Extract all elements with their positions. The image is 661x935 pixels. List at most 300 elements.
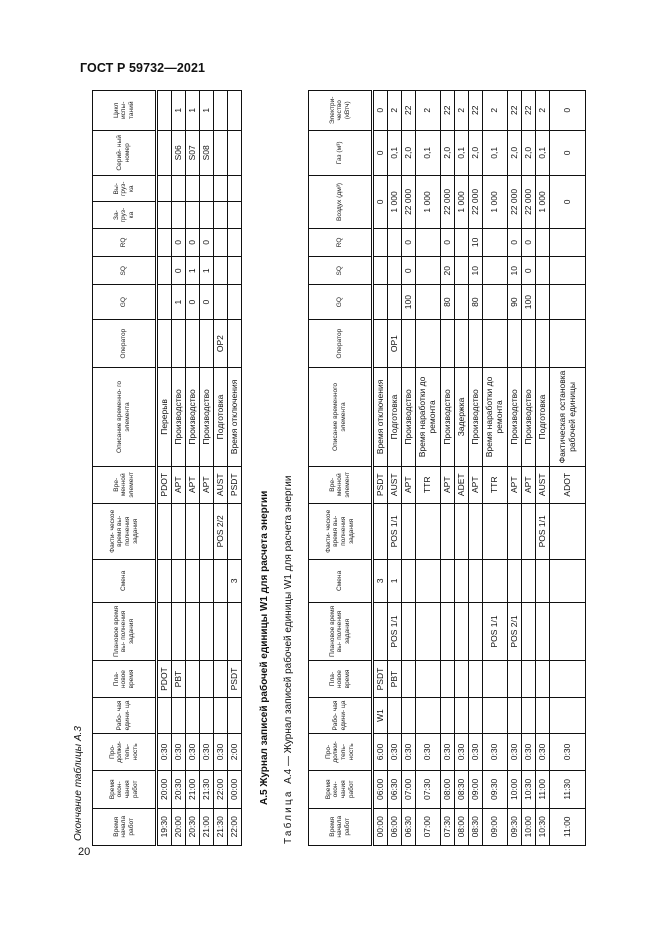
table-cell <box>455 559 469 603</box>
table-cell <box>508 503 522 559</box>
table-row <box>200 91 214 846</box>
table-cell: POS 1/1 <box>483 603 508 661</box>
table-cell <box>228 698 242 733</box>
table-cell: Производство <box>200 368 214 466</box>
table-cell <box>455 257 469 285</box>
col-header-time-element-description: Описание временного элемента <box>309 368 373 466</box>
table-cell <box>388 698 402 733</box>
table-cell: POS 1/1 <box>536 503 550 559</box>
table-cell: 19:30 <box>157 808 172 845</box>
table-cell: 22:00 <box>228 808 242 845</box>
table-cell: POS 1/1 <box>388 503 402 559</box>
table-cell <box>157 91 172 131</box>
table-cell: 0:30 <box>469 733 483 770</box>
table-cell <box>157 698 172 733</box>
table-row <box>416 91 441 846</box>
table-cell: 07:00 <box>416 808 441 845</box>
col-header-unloading: Вы- груз- ка <box>93 176 157 202</box>
table-cell: APT <box>508 466 522 503</box>
table-cell: Производство <box>402 368 416 466</box>
table-cell: 10:00 <box>522 808 536 845</box>
table-row <box>441 91 455 846</box>
table-cell: 1 000 <box>536 176 550 229</box>
table-cell: 0:30 <box>416 733 441 770</box>
table-cell <box>373 257 388 285</box>
table-cell: 90 <box>508 285 522 319</box>
table-cell <box>441 319 455 368</box>
table-cell: 20:30 <box>172 771 186 808</box>
table-cell: 1 000 <box>483 176 508 229</box>
table-row <box>522 91 536 846</box>
table-cell: 0:30 <box>522 733 536 770</box>
table-cell <box>536 228 550 256</box>
table-a4-caption-wrapper <box>283 476 294 846</box>
col-header-operator: Оператор <box>309 319 373 368</box>
table-cell: Производство <box>172 368 186 466</box>
col-header-work-unit: Рабо- чая едини- ца <box>93 698 157 733</box>
table-cell <box>416 285 441 319</box>
table-cell <box>373 603 388 661</box>
table-cell <box>469 319 483 368</box>
table-cell: 2:00 <box>228 733 242 770</box>
table-cell <box>373 319 388 368</box>
table-cell: 100 <box>522 285 536 319</box>
page-number: 20 <box>78 846 91 858</box>
table-cell: APT <box>186 466 200 503</box>
table-cell: Производство <box>508 368 522 466</box>
table-cell: 0 <box>373 91 388 131</box>
table-cell: Время наработки до ремонта <box>416 368 441 466</box>
table-cell <box>416 228 441 256</box>
table-cell: AUST <box>536 466 550 503</box>
table-cell <box>214 698 228 733</box>
table-row <box>469 91 483 846</box>
table-a3-continuation-caption: Окончание таблицы А.3 <box>73 726 84 841</box>
table-cell: W1 <box>373 698 388 733</box>
table-cell: S07 <box>186 130 200 176</box>
table-cell: 0:30 <box>441 733 455 770</box>
table-cell: 2 <box>388 91 402 131</box>
col-header-sq: SQ <box>309 257 373 285</box>
table-cell <box>200 503 214 559</box>
table-cell: 00:00 <box>373 808 388 845</box>
table-cell <box>416 660 441 697</box>
col-header-planned-time: Пла- новое время <box>309 660 373 697</box>
col-header-planned-time: Пла- новое время <box>93 660 157 697</box>
table-row <box>373 91 388 846</box>
table-cell <box>483 257 508 285</box>
table-cell: 0:30 <box>388 733 402 770</box>
table-cell: APT <box>200 466 214 503</box>
table-cell: 07:30 <box>441 808 455 845</box>
table-cell: 1 000 <box>455 176 469 229</box>
table-cell: 20:00 <box>157 771 172 808</box>
table-cell <box>483 559 508 603</box>
table-cell: 21:00 <box>200 808 214 845</box>
table-cell: 21:30 <box>200 771 214 808</box>
table-cell: 0 <box>550 176 586 229</box>
table-cell: 100 <box>402 285 416 319</box>
table-cell <box>402 559 416 603</box>
table-cell <box>441 698 455 733</box>
table-cell <box>157 285 172 319</box>
table-cell: 0 <box>172 228 186 256</box>
document-standard-header: ГОСТ Р 59732—2021 <box>80 61 206 75</box>
table-cell: 22 <box>522 91 536 131</box>
table-cell <box>172 319 186 368</box>
table-row <box>536 91 550 846</box>
table-cell <box>416 559 441 603</box>
table-row <box>402 91 416 846</box>
table-a3-header-row <box>93 91 157 846</box>
col-header-actual-task-time: Факти- ческое время вы- полнения задания <box>309 503 373 559</box>
table-cell: 1 <box>200 257 214 285</box>
table-cell <box>483 228 508 256</box>
table-cell <box>455 603 469 661</box>
table-cell: 2 <box>455 91 469 131</box>
table-cell: 0 <box>373 176 388 229</box>
table-cell <box>228 603 242 661</box>
col-header-serial-number: Серий- ный номер <box>93 130 157 176</box>
table-cell: 1 <box>172 285 186 319</box>
table-cell <box>508 319 522 368</box>
table-cell: POS 1/1 <box>388 603 402 661</box>
table-cell <box>157 176 172 202</box>
table-cell: 07:00 <box>402 771 416 808</box>
col-header-air: Воздух (дм³) <box>309 176 373 229</box>
table-cell: Подготовка <box>388 368 402 466</box>
table-cell: 0:30 <box>172 733 186 770</box>
table-cell <box>373 285 388 319</box>
table-cell <box>508 698 522 733</box>
table-cell: 11:00 <box>550 808 586 845</box>
table-cell: 09:30 <box>483 771 508 808</box>
table-cell <box>172 202 186 228</box>
table-cell <box>469 698 483 733</box>
col-header-gq: GQ <box>309 285 373 319</box>
table-cell: 1 000 <box>388 176 402 229</box>
table-cell <box>550 285 586 319</box>
table-cell: AUST <box>388 466 402 503</box>
table-cell <box>455 660 469 697</box>
table-cell: PSDT <box>228 660 242 697</box>
table-cell <box>228 176 242 202</box>
table-cell: 3 <box>373 559 388 603</box>
table-cell: OP1 <box>388 319 402 368</box>
table-cell <box>228 130 242 176</box>
table-cell: 22 <box>402 91 416 131</box>
table-cell: Время наработки до ремонта <box>483 368 508 466</box>
table-cell: 0,1 <box>483 130 508 176</box>
table-cell: 2,0 <box>522 130 536 176</box>
table-cell: 22 <box>469 91 483 131</box>
table-cell <box>172 698 186 733</box>
table-cell <box>469 559 483 603</box>
table-cell <box>157 319 172 368</box>
table-cell <box>214 559 228 603</box>
table-cell: S08 <box>200 130 214 176</box>
table-cell: 08:00 <box>455 808 469 845</box>
table-cell <box>214 91 228 131</box>
table-cell: PBT <box>388 660 402 697</box>
table-cell <box>550 698 586 733</box>
table-cell <box>550 559 586 603</box>
table-cell: Задержка <box>455 368 469 466</box>
table-cell: 80 <box>469 285 483 319</box>
col-header-gq: GQ <box>93 285 157 319</box>
table-cell: 0 <box>200 285 214 319</box>
table-cell: POS 2/2 <box>214 503 228 559</box>
table-cell <box>200 603 214 661</box>
table-cell <box>455 285 469 319</box>
table-cell <box>157 559 172 603</box>
table-cell <box>214 202 228 228</box>
table-cell <box>483 698 508 733</box>
table-cell <box>172 503 186 559</box>
table-cell: 0:30 <box>550 733 586 770</box>
table-cell <box>455 319 469 368</box>
table-cell <box>172 559 186 603</box>
table-cell <box>522 559 536 603</box>
table-cell: 08:00 <box>441 771 455 808</box>
table-cell: TTR <box>483 466 508 503</box>
col-header-shift: Смена <box>309 559 373 603</box>
table-cell <box>200 202 214 228</box>
table-cell: 09:00 <box>469 771 483 808</box>
table-cell: POS 2/1 <box>508 603 522 661</box>
table-cell: APT <box>469 466 483 503</box>
col-header-rq: RQ <box>93 228 157 256</box>
col-header-work-unit: Рабо- чая едини- ца <box>309 698 373 733</box>
table-cell <box>536 698 550 733</box>
table-cell: TTR <box>416 466 441 503</box>
table-cell <box>483 285 508 319</box>
table-cell: 2 <box>483 91 508 131</box>
table-cell: 2 <box>536 91 550 131</box>
table-a4 <box>308 90 586 846</box>
col-header-end-time: Время окон- чания работ <box>309 771 373 808</box>
table-row <box>388 91 402 846</box>
table-cell: APT <box>441 466 455 503</box>
table-cell: 0 <box>550 91 586 131</box>
table-cell <box>157 503 172 559</box>
col-header-time-element: Вре- менной элемент <box>93 466 157 503</box>
table-cell <box>402 319 416 368</box>
table-cell <box>200 660 214 697</box>
col-header-gas: Газ (м³) <box>309 130 373 176</box>
table-cell: 22 000 <box>402 176 416 229</box>
table-cell <box>157 228 172 256</box>
table-cell <box>536 257 550 285</box>
table-cell: 09:30 <box>508 808 522 845</box>
col-header-rq: RQ <box>309 228 373 256</box>
table-cell: 0 <box>186 285 200 319</box>
table-cell: 0,1 <box>455 130 469 176</box>
table-cell <box>455 228 469 256</box>
table-row <box>455 91 469 846</box>
table-cell: PDOT <box>157 660 172 697</box>
table-cell: 0,1 <box>416 130 441 176</box>
table-cell: ADET <box>455 466 469 503</box>
table-a4-caption <box>283 476 294 844</box>
table-cell: 0 <box>402 257 416 285</box>
table-cell <box>157 257 172 285</box>
table-cell: 10:00 <box>508 771 522 808</box>
table-cell <box>416 503 441 559</box>
col-header-shift: Смена <box>93 559 157 603</box>
table-cell: 08:30 <box>455 771 469 808</box>
table-cell: APT <box>172 466 186 503</box>
table-cell: Производство <box>441 368 455 466</box>
col-header-electricity: Электри- чество (кВтч) <box>309 91 373 131</box>
table-cell <box>441 603 455 661</box>
table-cell: 2,0 <box>508 130 522 176</box>
table-cell <box>186 660 200 697</box>
table-cell <box>522 660 536 697</box>
table-cell <box>402 603 416 661</box>
table-cell <box>200 698 214 733</box>
table-cell: 21:00 <box>186 771 200 808</box>
table-cell <box>186 319 200 368</box>
col-header-time-element-description: Описание временно- го элемента <box>93 368 157 466</box>
col-header-end-time: Время окон- чания работ <box>93 771 157 808</box>
table-a3-continuation-caption-wrapper <box>68 726 86 845</box>
table-cell <box>550 660 586 697</box>
table-cell <box>157 130 172 176</box>
col-header-duration: Про- должи- тель- ность <box>93 733 157 770</box>
table-cell <box>416 698 441 733</box>
table-cell: 0:30 <box>214 733 228 770</box>
table-cell: 22:00 <box>214 771 228 808</box>
table-cell: 0 <box>522 228 536 256</box>
table-cell: 1 <box>172 91 186 131</box>
table-cell <box>228 228 242 256</box>
table-cell <box>388 257 402 285</box>
table-cell <box>469 660 483 697</box>
table-cell <box>469 603 483 661</box>
table-cell: 22 000 <box>469 176 483 229</box>
table-cell <box>508 660 522 697</box>
table-cell: 0:30 <box>508 733 522 770</box>
col-header-start-time: Время начала работ <box>309 808 373 845</box>
table-cell: 2 <box>416 91 441 131</box>
table-cell <box>402 503 416 559</box>
table-cell <box>186 559 200 603</box>
section-a5-wrapper <box>259 491 270 846</box>
table-cell <box>228 91 242 131</box>
table-cell <box>228 319 242 368</box>
table-cell <box>441 660 455 697</box>
table-a3-body <box>157 91 242 846</box>
table-cell <box>200 559 214 603</box>
table-cell: 22 000 <box>522 176 536 229</box>
table-a3-container <box>92 90 242 846</box>
table-cell: 0:30 <box>200 733 214 770</box>
table-cell: PSDT <box>373 466 388 503</box>
table-cell: 0:30 <box>483 733 508 770</box>
table-cell: PSDT <box>228 466 242 503</box>
table-cell: PSDT <box>373 660 388 697</box>
table-cell: 2,0 <box>402 130 416 176</box>
table-cell <box>416 257 441 285</box>
table-cell: APT <box>522 466 536 503</box>
table-cell <box>416 319 441 368</box>
table-cell: Перерыв <box>157 368 172 466</box>
table-cell: 06:30 <box>388 771 402 808</box>
table-cell <box>550 228 586 256</box>
table-cell: 0,1 <box>536 130 550 176</box>
table-cell <box>172 603 186 661</box>
table-cell <box>455 698 469 733</box>
table-cell: 11:00 <box>536 771 550 808</box>
table-cell <box>536 660 550 697</box>
table-cell: 07:30 <box>416 771 441 808</box>
col-header-start-time: Время начала работ <box>93 808 157 845</box>
table-cell: Фактическая остановка рабочей единицы <box>550 368 586 466</box>
table-a4-container <box>308 90 586 846</box>
table-cell: 10 <box>469 257 483 285</box>
table-cell: 22 <box>441 91 455 131</box>
table-cell: Производство <box>186 368 200 466</box>
col-header-test-cycle: Цикл испы- таний <box>93 91 157 131</box>
table-cell <box>172 176 186 202</box>
table-cell: 22 <box>508 91 522 131</box>
table-cell <box>550 319 586 368</box>
table-cell <box>522 603 536 661</box>
table-cell: 22 000 <box>508 176 522 229</box>
table-cell <box>536 603 550 661</box>
table-cell <box>550 503 586 559</box>
table-cell <box>388 228 402 256</box>
table-cell: 80 <box>441 285 455 319</box>
table-cell <box>483 660 508 697</box>
table-row <box>483 91 508 846</box>
table-cell: 0:30 <box>402 733 416 770</box>
table-row <box>508 91 522 846</box>
table-cell: 0,1 <box>388 130 402 176</box>
table-cell <box>536 319 550 368</box>
table-cell: 0 <box>200 228 214 256</box>
table-cell <box>388 285 402 319</box>
table-cell: OP2 <box>214 319 228 368</box>
table-row <box>157 91 172 846</box>
table-cell <box>214 176 228 202</box>
table-cell: 0 <box>186 228 200 256</box>
table-cell <box>200 176 214 202</box>
table-cell <box>373 228 388 256</box>
table-cell <box>186 176 200 202</box>
table-cell: 08:30 <box>469 808 483 845</box>
table-cell: 1 000 <box>416 176 441 229</box>
table-row <box>228 91 242 846</box>
table-cell <box>214 130 228 176</box>
table-cell: PBT <box>172 660 186 697</box>
col-header-time-element: Вре- менной элемент <box>309 466 373 503</box>
table-cell: 0 <box>550 130 586 176</box>
table-cell: 10:30 <box>522 771 536 808</box>
table-cell: 2,0 <box>469 130 483 176</box>
table-a4-body <box>373 91 586 846</box>
table-cell <box>550 257 586 285</box>
table-cell: 20:30 <box>186 808 200 845</box>
table-cell <box>550 603 586 661</box>
table-cell: 6:00 <box>373 733 388 770</box>
table-cell <box>455 503 469 559</box>
table-cell <box>441 559 455 603</box>
table-cell: 0 <box>402 228 416 256</box>
table-cell <box>214 228 228 256</box>
table-cell: 00:00 <box>228 771 242 808</box>
